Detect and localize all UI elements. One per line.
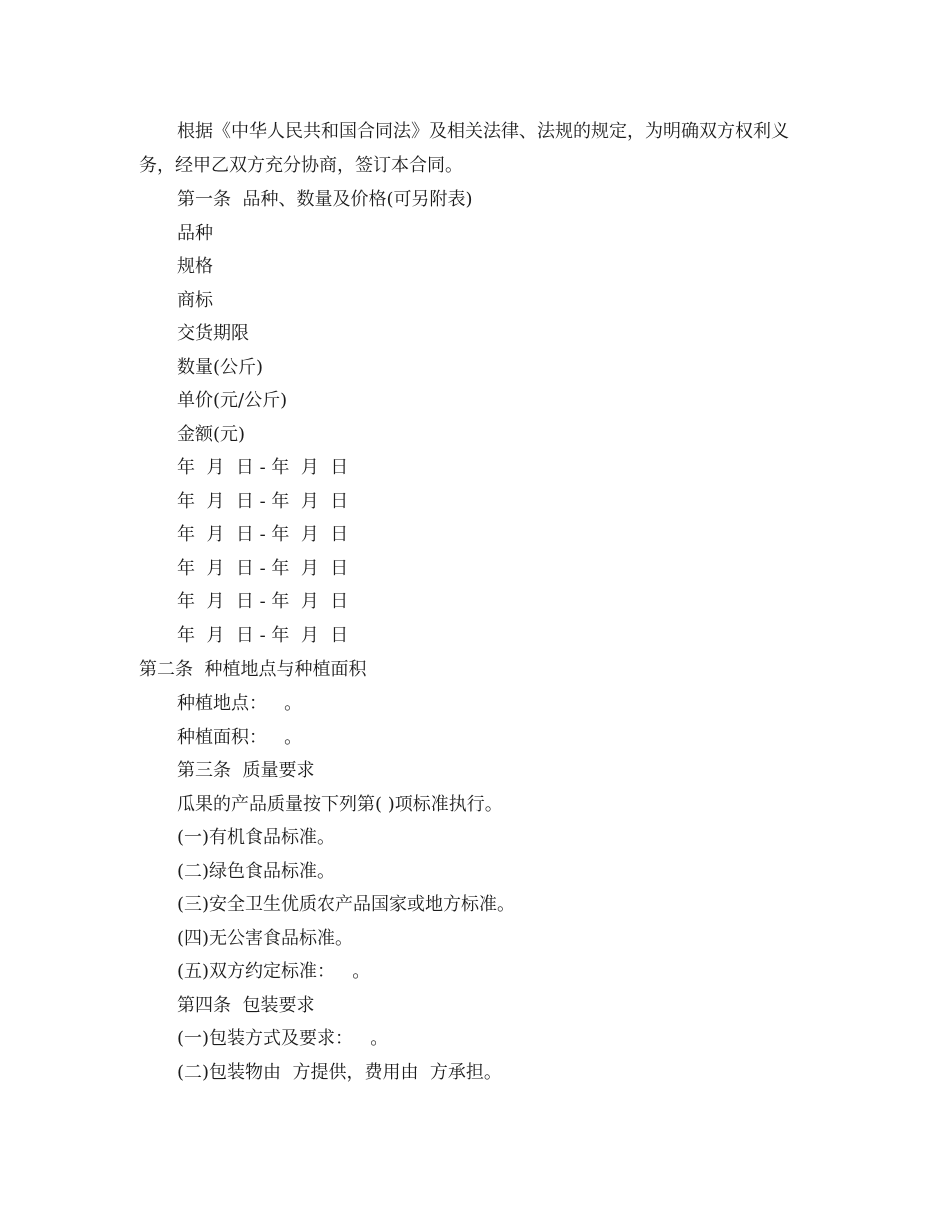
field-amount: 金额(元) — [177, 424, 246, 445]
field-planting-area: 种植面积： 。 — [177, 727, 303, 748]
packaging-method: (一)包装方式及要求： 。 — [177, 1028, 389, 1049]
quality-standard-intro: 瓜果的产品质量按下列第( )项标准执行。 — [177, 794, 503, 815]
quality-option-4: (四)无公害食品标准。 — [177, 928, 354, 949]
field-specification: 规格 — [177, 256, 213, 277]
date-range-row: 年 月 日 - 年 月 日 — [177, 558, 349, 579]
field-variety: 品种 — [177, 223, 213, 244]
article-1-heading: 第一条 品种、数量及价格(可另附表) — [177, 189, 473, 210]
packaging-supply: (二)包装物由 方提供，费用由 方承担。 — [177, 1062, 502, 1083]
quality-option-3: (三)安全卫生优质农产品国家或地方标准。 — [177, 894, 516, 915]
date-range-row: 年 月 日 - 年 月 日 — [177, 524, 349, 545]
quality-option-1: (一)有机食品标准。 — [177, 827, 336, 848]
date-range-row: 年 月 日 - 年 月 日 — [177, 457, 349, 478]
article-4-heading: 第四条 包装要求 — [177, 995, 315, 1016]
field-trademark: 商标 — [177, 290, 213, 311]
field-planting-location: 种植地点： 。 — [177, 693, 303, 714]
date-range-row: 年 月 日 - 年 月 日 — [177, 491, 349, 512]
date-range-row: 年 月 日 - 年 月 日 — [177, 625, 349, 646]
field-delivery-period: 交货期限 — [177, 323, 249, 344]
field-unit-price: 单价(元/公斤) — [177, 390, 288, 411]
field-quantity: 数量(公斤) — [177, 357, 264, 378]
article-2-heading: 第二条 种植地点与种植面积 — [139, 659, 367, 680]
date-range-row: 年 月 日 - 年 月 日 — [177, 591, 349, 612]
article-3-heading: 第三条 质量要求 — [177, 760, 315, 781]
quality-option-2: (二)绿色食品标准。 — [177, 861, 336, 882]
quality-option-5: (五)双方约定标准： 。 — [177, 961, 371, 982]
paragraph-intro-line-1: 根据《中华人民共和国合同法》及相关法律、法规的规定，为明确双方权利义 — [177, 121, 789, 142]
paragraph-intro-line-2: 务，经甲乙双方充分协商，签订本合同。 — [139, 155, 463, 176]
